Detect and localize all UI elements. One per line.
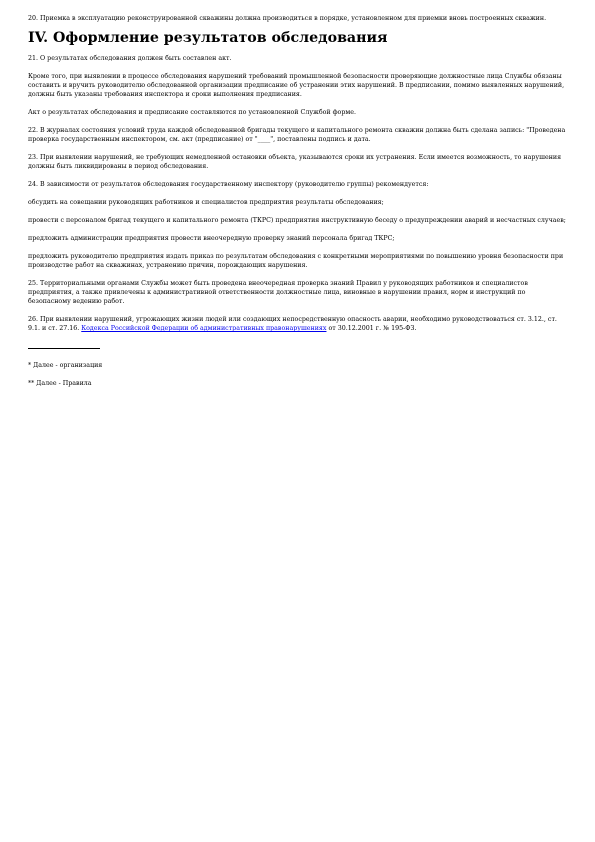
recommendation-briefing: провести с персоналом бригад текущего и капитального ремонта (ТКРС) предприятия инструктивную беседу о предупреждении аварий и несчастных случаев; (28, 217, 566, 224)
footnote-divider (28, 348, 100, 349)
paragraph-22: 22. В журналах состояния условий труда каждой обследованной бригады текущего и капитального ремонта скважин должна быть сделана запись: "Проведена проверка государственным инспектором, см. акт (предписание) от "____", поставлены подпись и дата. (28, 127, 566, 143)
footnote-rules: ** Далее - Правила (28, 380, 92, 387)
paragraph-21-form: Акт о результатах обследования и предписание составляются по установленной Службой форме. (28, 109, 356, 116)
paragraph-26-date: от 30.12.2001 г. № 195-ФЗ. (326, 325, 417, 332)
paragraph-21: 21. О результатах обследования должен быть составлен акт. (28, 55, 232, 62)
paragraph-26-text: 26. При выявлении нарушений, угрожающих жизни людей или создающих непосредственную опасность аварии, необходимо руководствоваться ст. 3.12., ст. 9.1. и ст. 27.16. (28, 316, 557, 332)
section-heading: IV. Оформление результатов обследования (28, 30, 388, 46)
recommendation-meeting: обсудить на совещании руководящих работников и специалистов предприятия результаты обследования; (28, 199, 384, 206)
paragraph-26 (28, 315, 568, 333)
recommendation-knowledge-check: предложить администрации предприятия провести внеочередную проверку знаний персонала бригад ТКРС; (28, 235, 395, 242)
recommendation-order: предложить руководителю предприятия издать приказ по результатам обследования с конкретными мероприятиями по повышению уровня безопасности при производстве работ на скважинах, устранению причин, порождающих нарушения. (28, 253, 564, 269)
paragraph-25: 25. Территориальными органами Службы может быть проведена внеочередная проверка знаний Правил у руководящих работников и специалистов предприятия, а также привлечены к административной ответственности должностные лица, виновные в нарушении правил, норм и инструкций по безопасному ведению работ. (28, 280, 528, 305)
paragraph-21-prescription: Кроме того, при выявлении в процессе обследования нарушений требований промышленной безопасности проверяющие должностные лица Службы обязаны составить и вручить руководителю обследованной организации предписание об устранении этих нарушений. В предписании, помимо выявленных нарушений, должны быть указаны требования инспектора и сроки выполнения предписания. (28, 73, 565, 98)
paragraph-20: 20. Приемка в эксплуатацию реконструированной скважины должна производиться в порядке, установленном для приемки вновь построенных скважин. (28, 15, 547, 22)
paragraph-23: 23. При выявлении нарушений, не требующих немедленной остановки объекта, указываются сроки их устранения. Если имеется возможность, то нарушения должны быть ликвидированы в период обследования. (28, 154, 562, 170)
administrative-code-link[interactable]: Кодекса Российской Федерации об административных правонарушениях (81, 325, 327, 332)
document-page (28, 14, 568, 397)
paragraph-24: 24. В зависимости от результатов обследования государственному инспектору (руководителю группы) рекомендуется: (28, 181, 429, 188)
footnote-organization: * Далее - организация (28, 362, 103, 369)
